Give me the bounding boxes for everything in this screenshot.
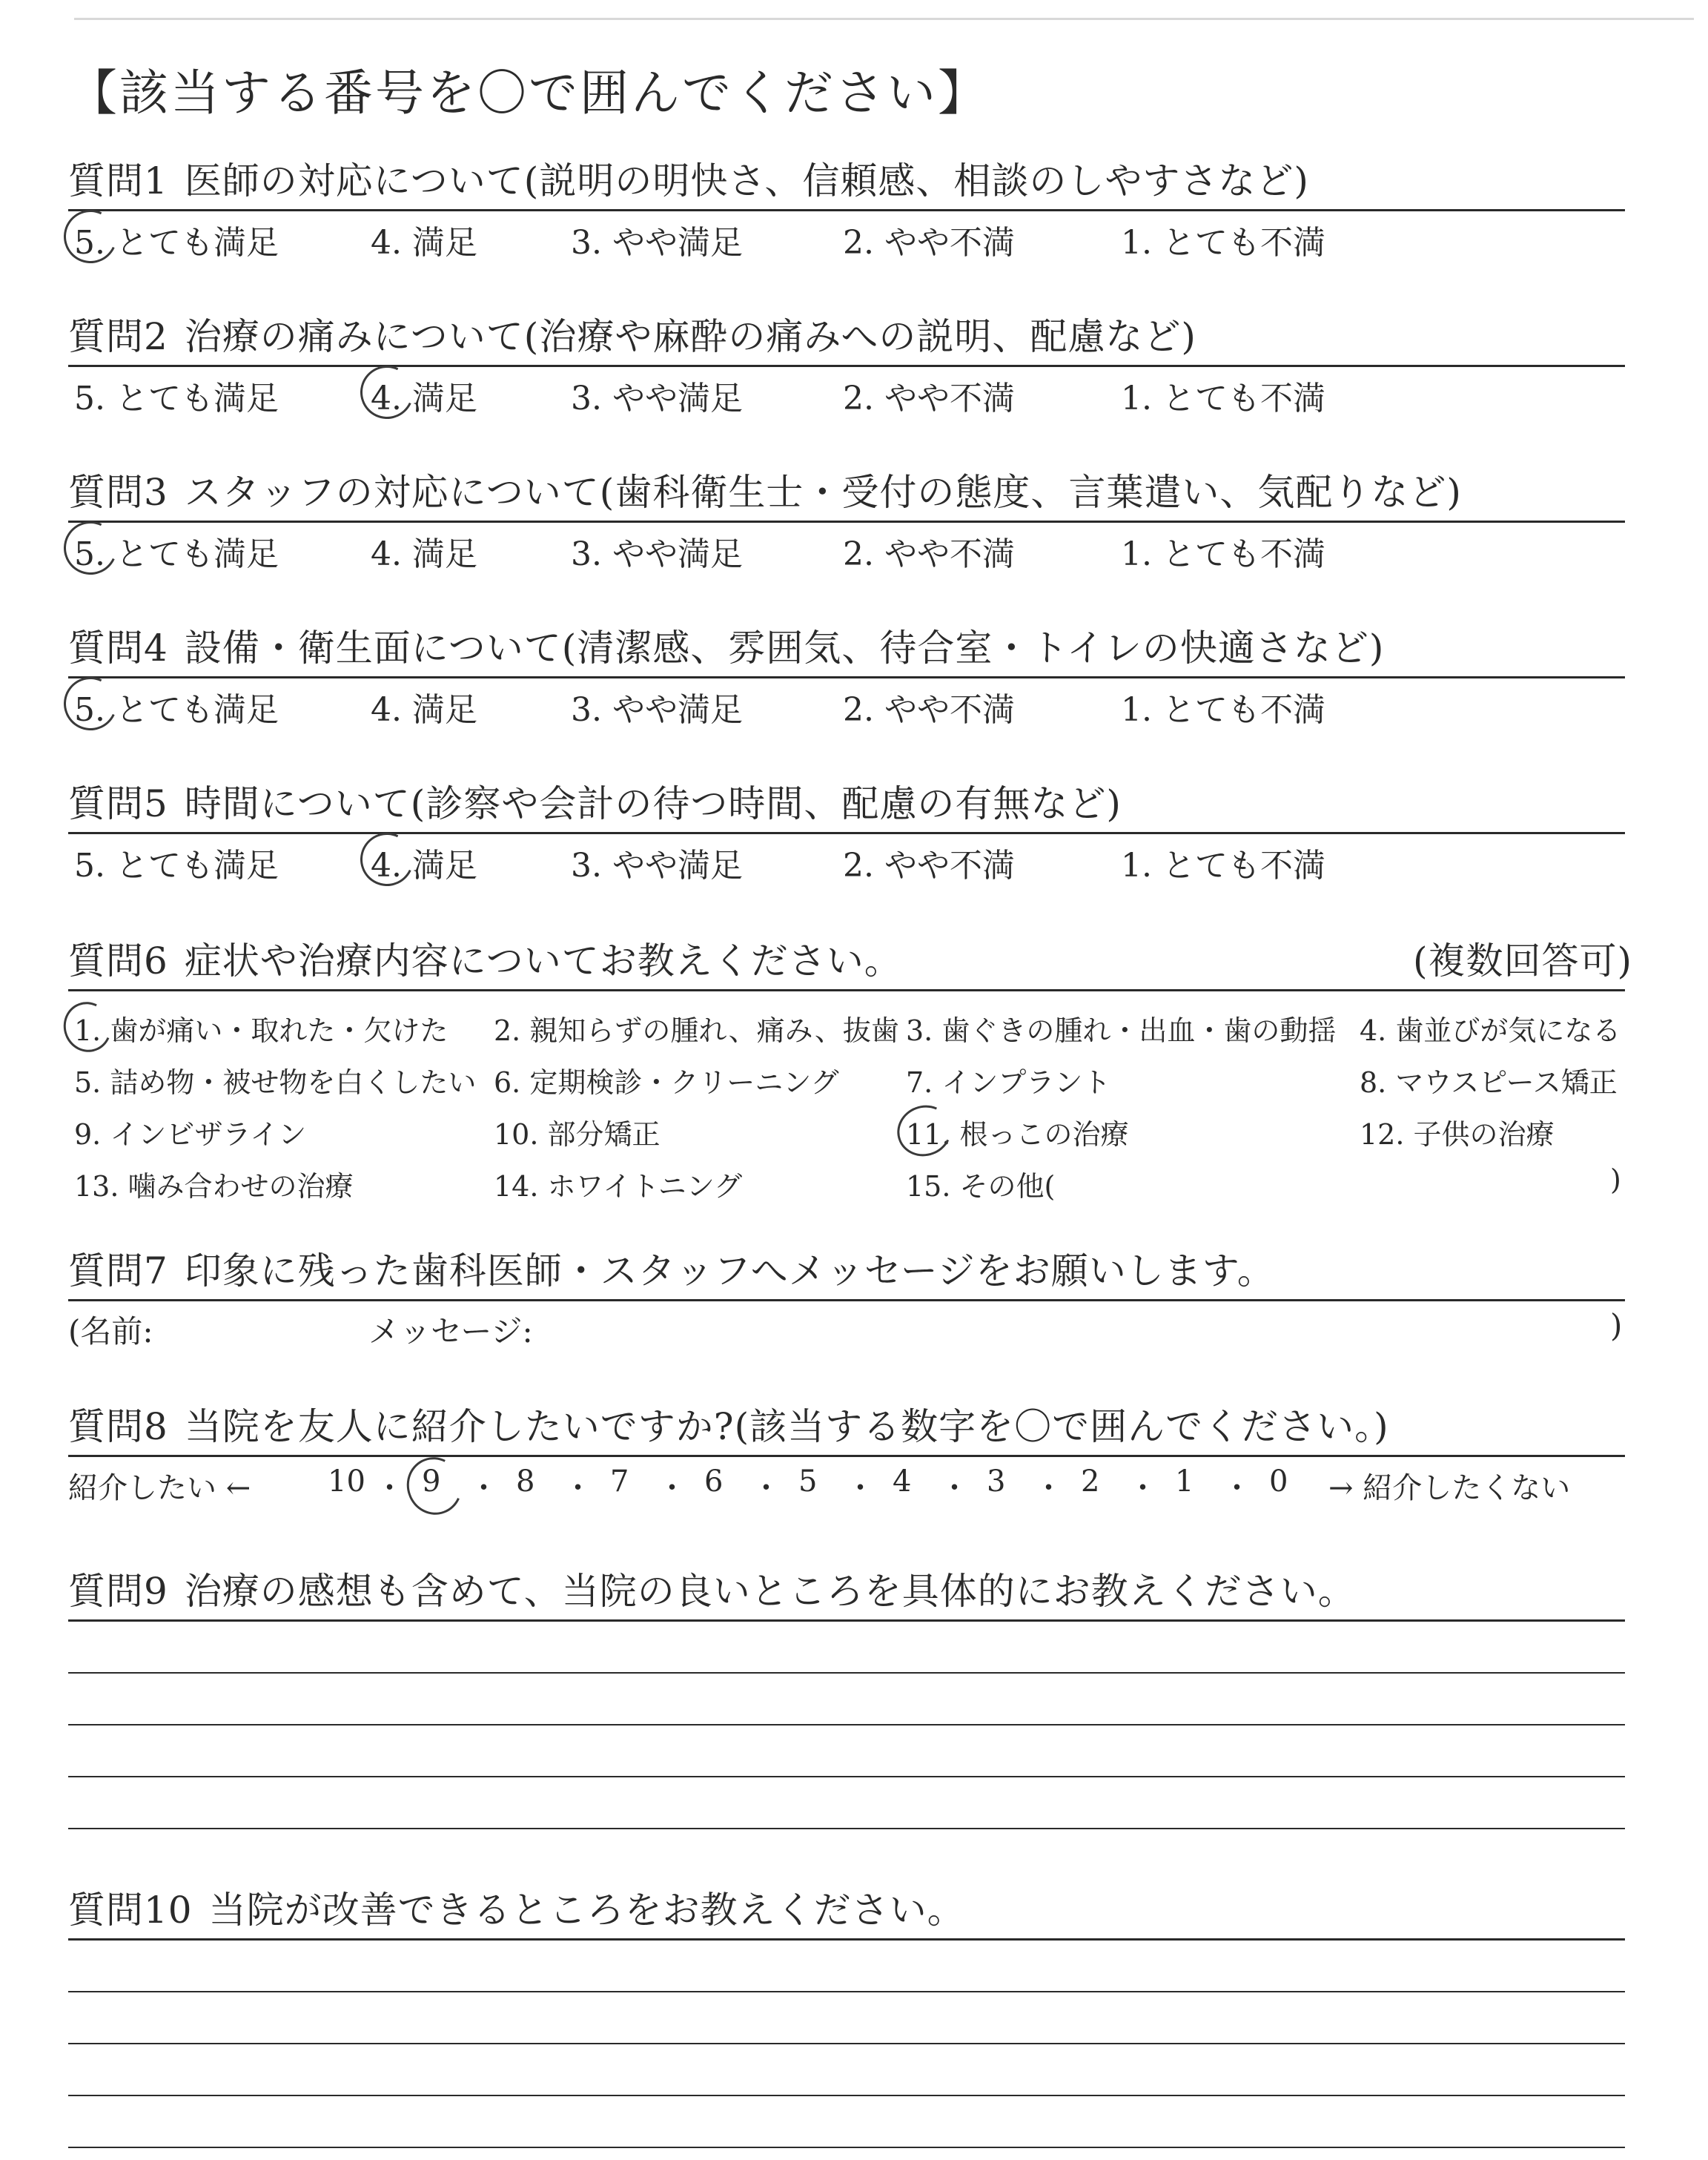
rating-option-1[interactable]: 1. とても不満 <box>1121 691 1325 729</box>
question-9 <box>68 1566 1625 1829</box>
q6-option-6[interactable]: 6. 定期検診・クリーニング <box>494 1066 839 1099</box>
question-2 <box>68 311 1625 417</box>
rating-option-2[interactable]: 2. やや不満 <box>843 380 1015 417</box>
rating-options <box>68 211 1625 262</box>
rating-option-3[interactable]: 3. やや満足 <box>571 380 743 417</box>
rating-option-2[interactable]: 2. やや不満 <box>843 535 1015 573</box>
question-text: 当院が改善できるところをお教えください。 <box>208 1889 965 1932</box>
q6-option-grid <box>68 991 1625 1203</box>
question-number: 質問7 <box>68 1249 168 1292</box>
scale-value-4[interactable]: 4 <box>893 1464 912 1499</box>
q6-option-15[interactable]: 15. その他( <box>906 1170 1056 1203</box>
rating-option-5[interactable]: 5. とても満足 <box>74 691 279 729</box>
answer-line[interactable] <box>68 1991 1625 1992</box>
scale-separator: ・ <box>939 1471 970 1505</box>
question-2-title <box>68 311 1625 362</box>
question-6 <box>68 936 1632 1203</box>
question-text: 治療の痛みについて(治療や麻酔の痛みへの説明、配慮など) <box>184 315 1196 358</box>
rating-options <box>68 367 1625 417</box>
question-number: 質問10 <box>68 1889 193 1932</box>
question-text: 設備・衛生面について(清潔感、雰囲気、待合室・トイレの快適さなど) <box>184 627 1385 670</box>
question-number: 質問4 <box>68 627 168 670</box>
question-4 <box>68 623 1625 729</box>
question-number: 質問3 <box>68 471 168 514</box>
page-top-edge <box>74 18 1694 20</box>
name-label: (名前: <box>68 1313 153 1350</box>
scale-value-9[interactable]: 9 <box>422 1464 441 1499</box>
rating-option-5[interactable]: 5. とても満足 <box>74 535 279 573</box>
rating-option-1[interactable]: 1. とても不満 <box>1121 380 1325 417</box>
question-8 <box>68 1401 1625 1509</box>
question-8-title <box>68 1401 1625 1452</box>
scale-value-8[interactable]: 8 <box>516 1464 535 1499</box>
scale-value-6[interactable]: 6 <box>704 1464 724 1499</box>
scale-value-3[interactable]: 3 <box>987 1464 1006 1499</box>
question-1 <box>68 156 1625 262</box>
question-text: 治療の感想も含めて、当院の良いところを具体的にお教えください。 <box>184 1570 1356 1613</box>
q6-option-2[interactable]: 2. 親知らずの腫れ、痛み、抜歯 <box>494 1014 899 1047</box>
q6-option-12[interactable]: 12. 子供の治療 <box>1360 1118 1555 1151</box>
rating-option-2[interactable]: 2. やや不満 <box>843 847 1015 885</box>
q6-option-3[interactable]: 3. 歯ぐきの腫れ・出血・歯の動揺 <box>906 1014 1337 1047</box>
message-row <box>68 1301 1625 1350</box>
rating-option-1[interactable]: 1. とても不満 <box>1121 224 1325 262</box>
multi-answer-note: (複数回答可) <box>1412 939 1632 982</box>
scale-left-label: 紹介したい ← <box>68 1471 251 1505</box>
scale-separator: ・ <box>1222 1471 1252 1505</box>
q6-option-8[interactable]: 8. マウスピース矯正 <box>1360 1066 1618 1099</box>
q6-option-1[interactable]: 1. 歯が痛い・取れた・欠けた <box>74 1014 448 1047</box>
rating-option-2[interactable]: 2. やや不満 <box>843 691 1015 729</box>
answer-line[interactable] <box>68 1776 1625 1777</box>
question-1-title <box>68 156 1625 206</box>
question-text: 当院を友人に紹介したいですか?(該当する数字を〇で囲んでください。) <box>184 1405 1389 1448</box>
answer-line[interactable] <box>68 2095 1625 2096</box>
rating-option-3[interactable]: 3. やや満足 <box>571 847 743 885</box>
question-7-title <box>68 1246 1625 1296</box>
question-text: スタッフの対応について(歯科衛生士・受付の態度、言葉遣い、気配りなど) <box>184 471 1462 514</box>
recommend-scale <box>68 1457 1625 1509</box>
rating-option-5[interactable]: 5. とても満足 <box>74 380 279 417</box>
question-rule <box>68 1938 1625 1941</box>
scale-separator: ・ <box>469 1471 499 1505</box>
question-number: 質問5 <box>68 782 168 825</box>
rating-option-4[interactable]: 4. 満足 <box>371 847 477 885</box>
rating-option-3[interactable]: 3. やや満足 <box>571 224 743 262</box>
q6-option-7[interactable]: 7. インプラント <box>906 1066 1111 1099</box>
answer-line[interactable] <box>68 1672 1625 1674</box>
rating-option-4[interactable]: 4. 満足 <box>371 691 477 729</box>
question-number: 質問2 <box>68 315 168 358</box>
q6-option-4[interactable]: 4. 歯並びが気になる <box>1360 1014 1621 1047</box>
q6-option-13[interactable]: 13. 噛み合わせの治療 <box>74 1170 354 1203</box>
q6-option-5[interactable]: 5. 詰め物・被せ物を白くしたい <box>74 1066 477 1099</box>
question-4-title <box>68 623 1625 673</box>
rating-option-1[interactable]: 1. とても不満 <box>1121 535 1325 573</box>
scale-separator: ・ <box>751 1471 781 1505</box>
question-10-title <box>68 1885 1625 1935</box>
rating-option-2[interactable]: 2. やや不満 <box>843 224 1015 262</box>
q6-other-close-paren: ) <box>1610 1163 1621 1196</box>
scale-separator: ・ <box>374 1471 405 1505</box>
message-label: メッセージ: <box>368 1313 533 1350</box>
rating-option-3[interactable]: 3. やや満足 <box>571 691 743 729</box>
scale-separator: ・ <box>845 1471 875 1505</box>
question-3-title <box>68 467 1625 518</box>
answer-line[interactable] <box>68 2043 1625 2044</box>
question-number: 質問6 <box>68 939 168 982</box>
question-text: 医師の対応について(説明の明快さ、信頼感、相談のしやすさなど) <box>184 159 1309 202</box>
question-3 <box>68 467 1625 573</box>
q6-option-9[interactable]: 9. インビザライン <box>74 1118 307 1151</box>
rating-options <box>68 834 1625 885</box>
rating-option-4[interactable]: 4. 満足 <box>371 224 477 262</box>
scale-separator: ・ <box>563 1471 593 1505</box>
rating-option-3[interactable]: 3. やや満足 <box>571 535 743 573</box>
rating-option-4[interactable]: 4. 満足 <box>371 380 477 417</box>
question-text: 印象に残った歯科医師・スタッフへメッセージをお願いします。 <box>184 1249 1275 1292</box>
rating-options <box>68 523 1625 573</box>
question-rule <box>68 1619 1625 1622</box>
question-number: 質問1 <box>68 159 168 202</box>
question-text: 時間について(診察や会計の待つ時間、配慮の有無など) <box>184 782 1122 825</box>
rating-options <box>68 678 1625 729</box>
message-close-paren: ) <box>1610 1307 1623 1344</box>
question-5 <box>68 779 1625 885</box>
scale-value-2[interactable]: 2 <box>1081 1464 1100 1499</box>
scale-value-1[interactable]: 1 <box>1175 1464 1194 1499</box>
answer-line[interactable] <box>68 1724 1625 1725</box>
question-6-title <box>68 936 1632 986</box>
scale-value-5[interactable]: 5 <box>798 1464 818 1499</box>
scale-separator: ・ <box>1128 1471 1158 1505</box>
rating-option-5[interactable]: 5. とても満足 <box>74 224 279 262</box>
answer-line[interactable] <box>68 2147 1625 2148</box>
q6-option-14[interactable]: 14. ホワイトニング <box>494 1170 743 1203</box>
scale-separator: ・ <box>1033 1471 1064 1505</box>
scale-separator: ・ <box>657 1471 687 1505</box>
question-number: 質問8 <box>68 1405 168 1448</box>
question-5-title <box>68 779 1625 829</box>
rating-option-5[interactable]: 5. とても満足 <box>74 847 279 885</box>
rating-option-4[interactable]: 4. 満足 <box>371 535 477 573</box>
answer-line[interactable] <box>68 1828 1625 1829</box>
instruction-heading: 【該当する番号を〇で囲んでください】 <box>68 65 989 122</box>
question-7 <box>68 1246 1625 1350</box>
question-number: 質問9 <box>68 1570 168 1613</box>
q6-option-10[interactable]: 10. 部分矯正 <box>494 1118 661 1151</box>
scale-value-0[interactable]: 0 <box>1269 1464 1288 1499</box>
question-9-title <box>68 1566 1625 1616</box>
question-text: 症状や治療内容についてお教えください。 <box>184 939 902 982</box>
scale-right-label: → 紹介したくない <box>1328 1471 1571 1505</box>
scale-value-10[interactable]: 10 <box>328 1464 365 1499</box>
scale-value-7[interactable]: 7 <box>610 1464 629 1499</box>
q6-option-11[interactable]: 11. 根っこの治療 <box>906 1118 1129 1151</box>
rating-option-1[interactable]: 1. とても不満 <box>1121 847 1325 885</box>
question-10 <box>68 1885 1625 2148</box>
